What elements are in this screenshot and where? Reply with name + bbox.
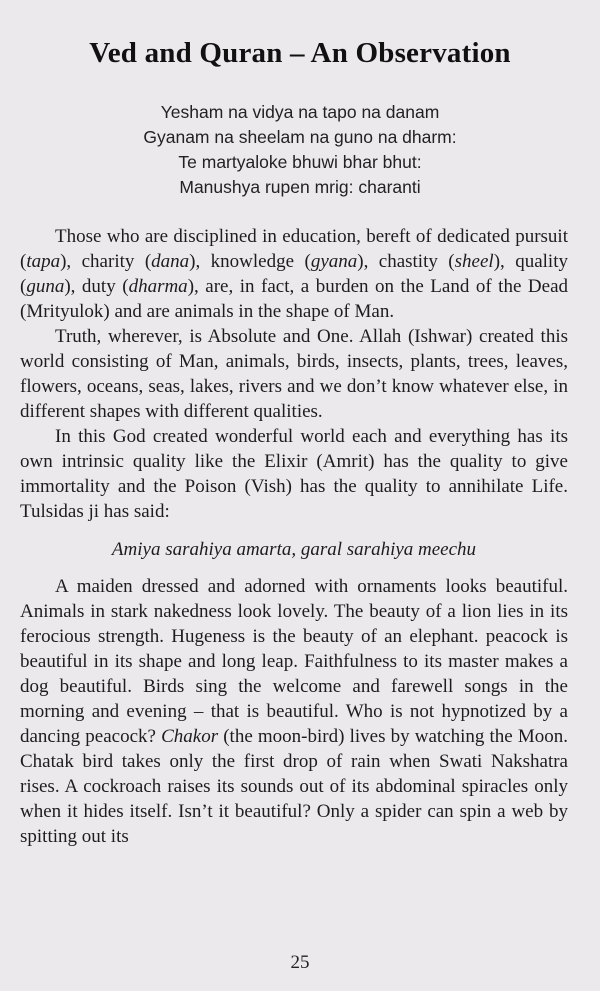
paragraph-3: In this God created wonderful world each and everything has its own intrinsic quality like the Elixir (Amrit) has the quality to give immortality and the Poison (Vish) has the quality to annihilate Life. Tulsidas ji has said: [20, 426, 568, 522]
verse-line: Gyanam na sheelam na guno na dharm: [143, 127, 457, 147]
quoted-verse: Amiya sarahiya amarta, garal sarahiya meechu [111, 539, 477, 560]
body-text [20, 224, 568, 849]
paragraph-1: Those who are disciplined in education, bereft of dedicated pursuit (tapa), charity (dana), knowledge (gyana), chastity (sheel), quality (guna), duty (dharma), are, in fact, a burden on the Land of the Dead (Mrityulok) and are animals in the shape of Man. [20, 226, 569, 322]
sanskrit-verse [0, 100, 600, 200]
chapter-title: Ved and Quran – An Observation [89, 37, 511, 69]
verse-line: Manushya rupen mrig: charanti [179, 177, 421, 197]
paragraph-4: A maiden dressed and adorned with ornaments looks beautiful. Animals in stark nakedness look lovely. The beauty of a lion lies in its ferocious strength. Hugeness is the beauty of an elephant. peacock is beautiful in its shape and long leap. Faithfulness to its master makes a dog beautiful. Birds sing the welcome and farewell songs in the morning and evening – that is beautiful. Who is not hypnotized by a dancing peacock? Chakor (the moon-bird) lives by watching the Moon. Chatak bird takes only the first drop of rain when Swati Nakshatra rises. A cockroach raises its sounds out of its abdominal spiracles only when it hides itself. Isn’t it beautiful? Only a spider can spin a web by spitting out its [20, 576, 569, 847]
paragraph-2: Truth, wherever, is Absolute and One. Allah (Ishwar) created this world consisting of Man, animals, birds, insects, plants, trees, leaves, flowers, oceans, seas, lakes, rivers and we don’t know whatever else, in different shapes with different qualities. [20, 326, 568, 422]
page-number: 25 [290, 952, 310, 973]
verse-line: Te martyaloke bhuwi bhar bhut: [178, 152, 422, 172]
verse-line: Yesham na vidya na tapo na danam [160, 102, 440, 122]
